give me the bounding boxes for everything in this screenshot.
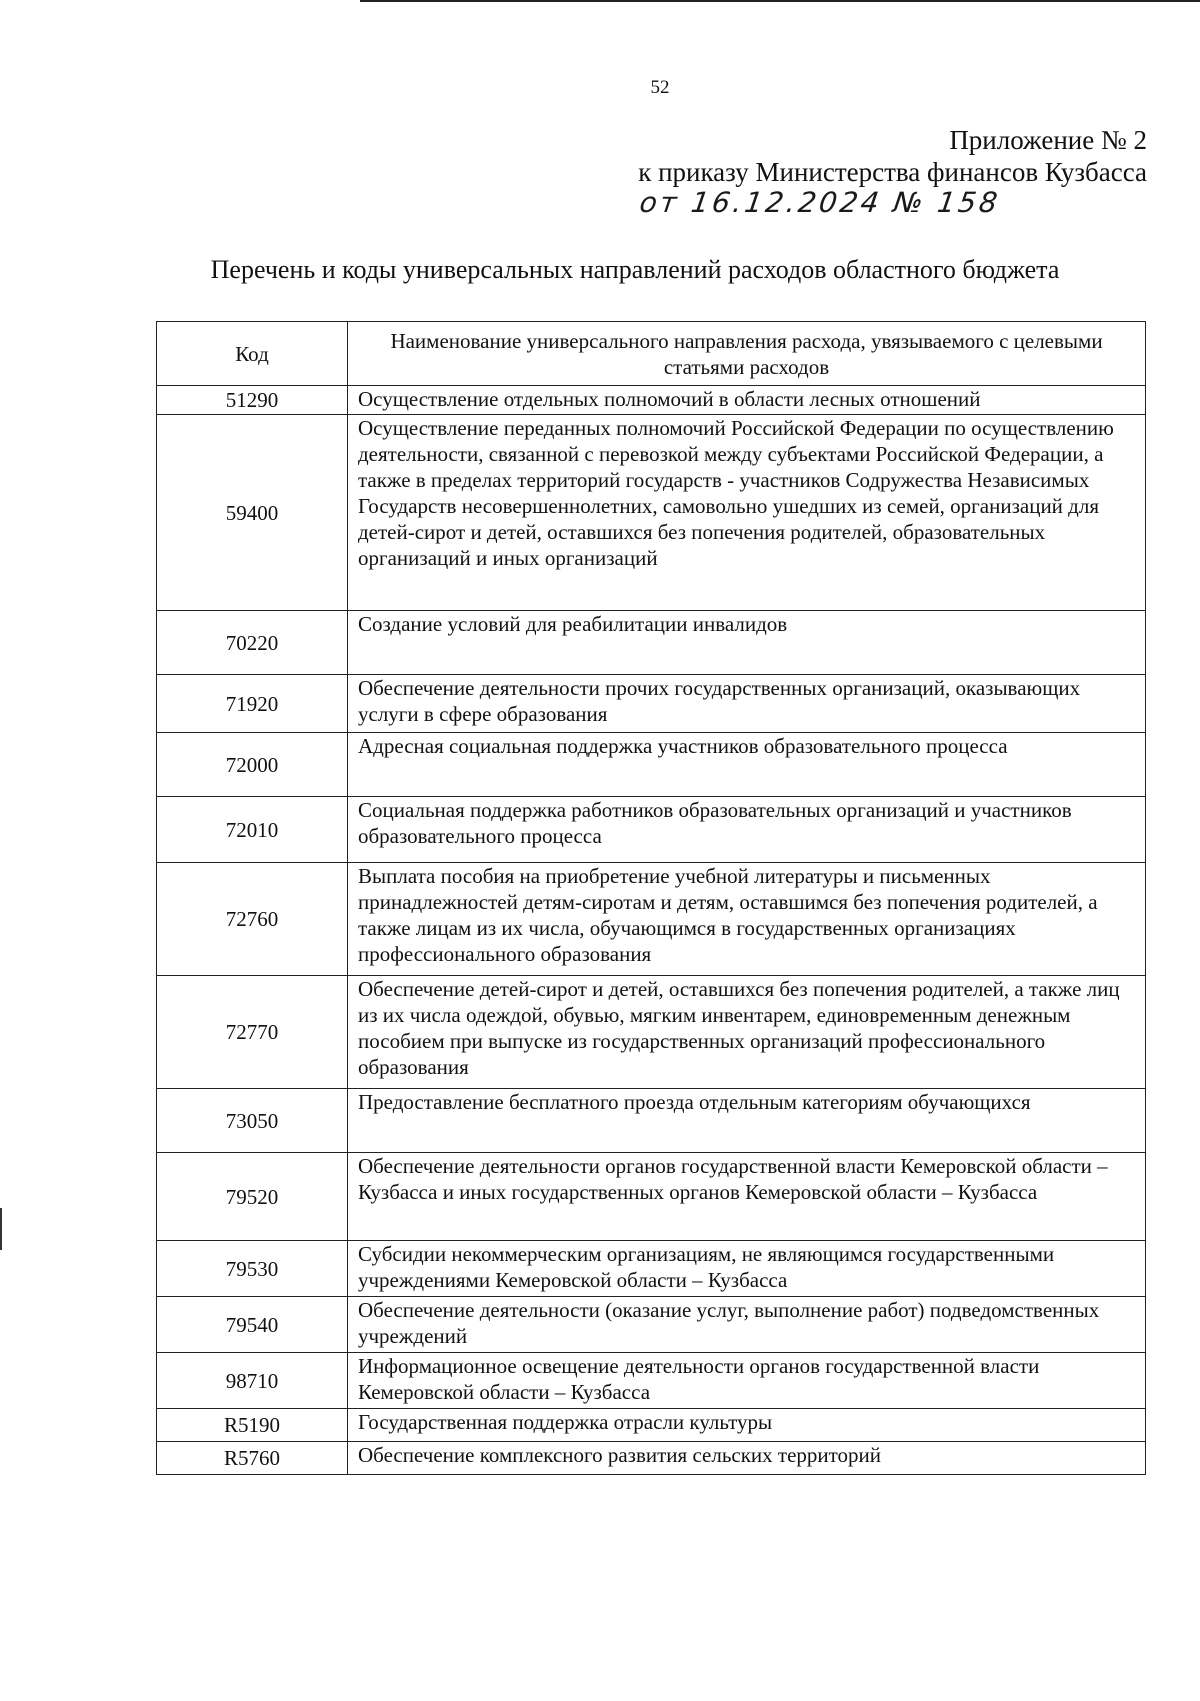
row-code: 72010 [157, 797, 348, 863]
row-code: 79540 [157, 1297, 348, 1353]
row-name: Субсидии некоммерческим организациям, не являющимся государственными учреждениями Кемеровской области – Кузбасса [348, 1241, 1146, 1297]
table-row [157, 1353, 1146, 1409]
row-name: Выплата пособия на приобретение учебной литературы и письменных принадлежностей детям-сиротам и детям, оставшимся без попечения родителей, а также лицам из их числа, обучающимся в государственных организациях профессионального образования [348, 863, 1146, 976]
row-code: R5760 [157, 1442, 348, 1475]
row-code: 59400 [157, 415, 348, 611]
order-reference: к приказу Министерства финансов Кузбасса [638, 157, 1147, 187]
table-row [157, 1297, 1146, 1353]
row-code: 72000 [157, 733, 348, 797]
row-name: Обеспечение комплексного развития сельских территорий [348, 1442, 1146, 1475]
row-code: 51290 [157, 386, 348, 415]
row-name: Обеспечение детей-сирот и детей, оставшихся без попечения родителей, а также лиц из их числа одеждой, обувью, мягким инвентарем, единовременным денежным пособием при выпуске из государственных организаций профессионального образования [348, 976, 1146, 1089]
scan-top-rule [360, 0, 1200, 2]
expense-codes-table [156, 321, 1146, 1475]
row-code: 98710 [157, 1353, 348, 1409]
row-code: 79520 [157, 1153, 348, 1241]
table-row [157, 611, 1146, 675]
row-name: Обеспечение деятельности органов государственной власти Кемеровской области – Кузбасса и иных государственных органов Кемеровской области – Кузбасса [348, 1153, 1146, 1241]
table-row [157, 1089, 1146, 1153]
table-row [157, 733, 1146, 797]
row-name: Создание условий для реабилитации инвалидов [348, 611, 1146, 675]
row-name: Социальная поддержка работников образовательных организаций и участников образовательного процесса [348, 797, 1146, 863]
table-row [157, 797, 1146, 863]
row-code: 73050 [157, 1089, 348, 1153]
row-code: 79530 [157, 1241, 348, 1297]
row-name: Осуществление переданных полномочий Российской Федерации по осуществлению деятельности, связанной с перевозкой между субъектами Российской Федерации, а также в пределах территорий государств - участников Содружества Независимых Государств несовершеннолетних, самовольно ушедших из семей, организаций для детей-сирот и детей, оставшихся без попечения родителей, образовательных организаций и иных организаций [348, 415, 1146, 611]
table-row [157, 1442, 1146, 1475]
row-name: Адресная социальная поддержка участников образовательного процесса [348, 733, 1146, 797]
code-column-header: Код [157, 322, 348, 386]
table-row [157, 386, 1146, 415]
table-header-row [157, 322, 1146, 386]
row-code: 72760 [157, 863, 348, 976]
row-name: Информационное освещение деятельности органов государственной власти Кемеровской области – Кузбасса [348, 1353, 1146, 1409]
document-title: Перечень и коды универсальных направлений расходов областного бюджета [210, 255, 1060, 284]
page-number: 52 [650, 77, 670, 98]
scan-margin-mark [0, 1208, 2, 1250]
row-code: 72770 [157, 976, 348, 1089]
row-name: Государственная поддержка отрасли культуры [348, 1409, 1146, 1442]
table-row [157, 415, 1146, 611]
table-row [157, 1241, 1146, 1297]
table-row [157, 863, 1146, 976]
row-name: Обеспечение деятельности прочих государственных организаций, оказывающих услуги в сфере образования [348, 675, 1146, 733]
row-code: 70220 [157, 611, 348, 675]
name-column-header: Наименование универсального направления расхода, увязываемого с целевыми статьями расходов [348, 322, 1146, 386]
table-row [157, 1153, 1146, 1241]
document-header [638, 124, 1147, 188]
appendix-label: Приложение № 2 [949, 125, 1147, 155]
row-name: Осуществление отдельных полномочий в области лесных отношений [348, 386, 1146, 415]
row-code: R5190 [157, 1409, 348, 1442]
handwritten-date: от 16.12.2024 № 158 [637, 186, 1003, 219]
row-name: Предоставление бесплатного проезда отдельным категориям обучающихся [348, 1089, 1146, 1153]
table-row [157, 1409, 1146, 1442]
table-row [157, 675, 1146, 733]
table-row [157, 976, 1146, 1089]
row-code: 71920 [157, 675, 348, 733]
row-name: Обеспечение деятельности (оказание услуг, выполнение работ) подведомственных учреждений [348, 1297, 1146, 1353]
